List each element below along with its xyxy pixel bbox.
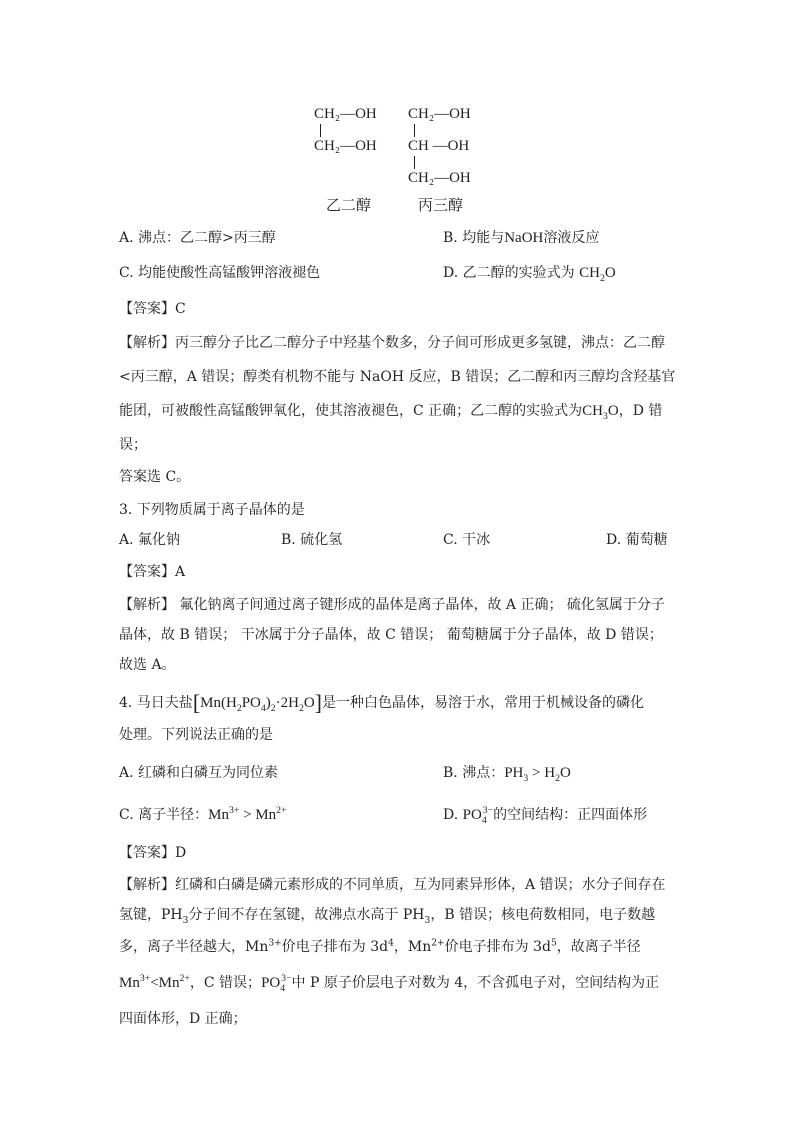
bond-line <box>320 124 321 137</box>
q3-analysis-line1: 【解析】 氟化钠离子间通过离子键形成的晶体是离子晶体，故 A 正确； 硫化氢属于分子 <box>119 597 665 613</box>
q3-stem: 3. 下列物质属于离子晶体的是 <box>119 502 305 518</box>
q4-analysis-line1: 【解析】红磷和白磷是磷元素形成的不同单质，互为同素异形体，A 错误；水分子间存在 <box>119 877 666 893</box>
bond-line <box>414 156 415 169</box>
q4-stem-line2: 处理。下列说法正确的是 <box>119 727 273 743</box>
bond-line <box>414 124 415 137</box>
q4-option-d: D. $PO_4^{3-}$的空间结构：正四面体形 <box>443 805 648 826</box>
q2-answer: 【答案】C <box>119 301 186 317</box>
q3-analysis-line3: 故选 A。 <box>119 657 176 673</box>
glycerol-name: 丙三醇 <box>418 196 464 214</box>
ethylene-glycol-row1: CH₂—OH <box>314 106 377 122</box>
q3-analysis-line2: 晶体，故 B 错误； 干冰属于分子晶体，故 C 错误； 葡萄糖属于分子晶体，故 D 错误； <box>119 627 663 643</box>
q2-analysis-line2: <丙三醇，A 错误；醇类有机物不能与 NaOH 反应，B 错误；乙二醇和丙三醇均含羟基官 <box>119 369 676 385</box>
q2-analysis-line4: 误； <box>119 437 147 453</box>
glycerol-row2: CH —OH <box>408 138 470 154</box>
q2-option-c: C. 均能使酸性高锰酸钾溶液褪色 <box>119 265 321 281</box>
q4-analysis-line3: 多，离子半径越大，$Mn^{3+}$价电子排布为 $3d^4$，$Mn^{2+}$价电子排布为 $3d^5$，故离子半径 <box>119 938 641 955</box>
q2-analysis-line1: 【解析】丙三醇分子比乙二醇分子中羟基个数多，分子间可形成更多氢键，沸点：乙二醇 <box>119 335 665 351</box>
q4-analysis-line2: 氢键，$PH_3$分子间不存在氢键，故沸点水高于 $PH_3$，B 错误；核电荷数相同，电子数越 <box>119 907 656 926</box>
q2-option-d: D. 乙二醇的实验式为 $CH_2O$ <box>443 265 616 284</box>
q2-analysis-line3: 能团，可被酸性高锰酸钾氧化，使其溶液褪色，C 正确；乙二醇的实验式为$CH_3O$，D 错 <box>119 403 663 422</box>
q3-option-a: A. 氟化钠 <box>119 532 181 548</box>
q4-answer: 【答案】D <box>119 845 187 861</box>
glycerol-row1: CH₂—OH <box>408 106 471 122</box>
q2-conclusion: 答案选 C。 <box>119 469 191 485</box>
q4-analysis-line5: 四面体形，D 正确； <box>119 1011 247 1027</box>
q3-option-b: B. 硫化氢 <box>281 532 343 548</box>
q2-option-b: B. 均能与NaOH溶液反应 <box>443 230 600 246</box>
ethylene-glycol-row2: CH₂—OH <box>314 138 377 154</box>
glycerol-row3: CH₂—OH <box>408 170 471 186</box>
ethylene-glycol-name: 乙二醇 <box>326 196 372 214</box>
q3-option-d: D. 葡萄糖 <box>606 532 668 548</box>
q4-option-c: C. 离子半径：$Mn^{3+} > Mn^{2+}$ <box>119 805 287 823</box>
q3-option-c: C. 干冰 <box>443 532 491 548</box>
q4-analysis-line4: $Mn^{3+}<Mn^{2+}$，C 错误；$PO_4^{3-}$中 P 原子价层电子对数为 4，不含孤电子对，空间结构为正 <box>119 973 660 994</box>
q4-stem: 4. 马日夫盐$[Mn(H_2PO_4)_2\cdot 2H_2O]$是一种白色晶体，易溶于水，常用于机械设备的磷化 <box>119 690 644 715</box>
q3-answer: 【答案】A <box>119 564 186 580</box>
q4-option-b: B. 沸点：$PH_3 > H_2O$ <box>443 765 571 784</box>
q4-option-a: A. 红磷和白磷互为同位素 <box>119 765 279 781</box>
q2-option-a: A. 沸点：乙二醇>丙三醇 <box>119 230 276 246</box>
structural-formulas <box>314 104 494 194</box>
